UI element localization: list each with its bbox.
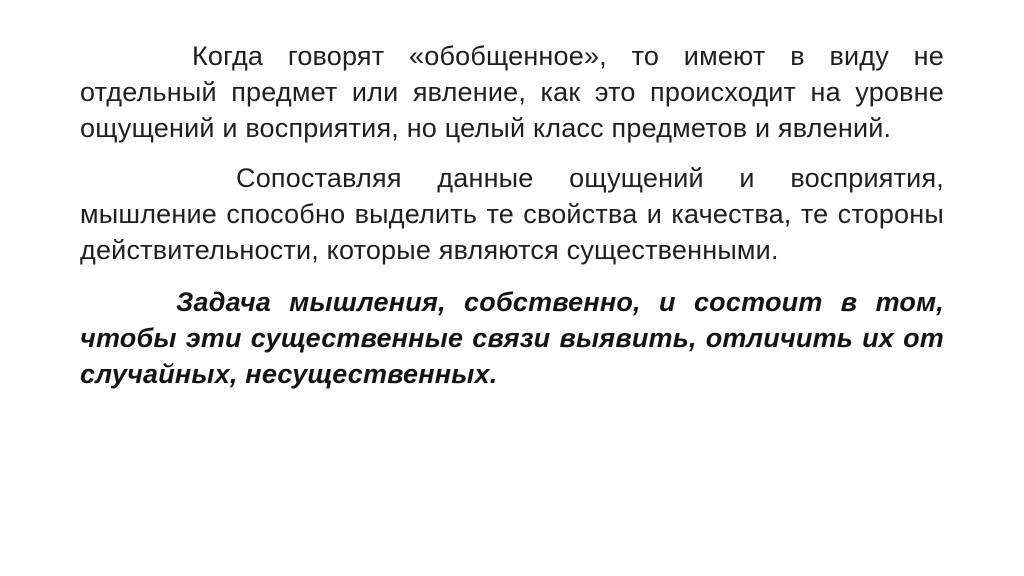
slide-body (80, 38, 944, 392)
paragraph-task-of-thinking: Задача мышления, собственно, и состоит в том, чтобы эти существенные связи выявить, отличить их от случайных, несущественных. (80, 287, 944, 389)
paragraph-generalization: Когда говорят «обобщенное», то имеют в виду не отдельный предмет или явление, как это происходит на уровне ощущений и восприятия, но целый класс предметов и явлений. (80, 41, 944, 143)
paragraph-thinking-comparison: Сопоставляя данные ощущений и восприятия, мышление способно выделить те свойства и качества, те стороны действительности, которые являются существенными. (80, 163, 944, 265)
